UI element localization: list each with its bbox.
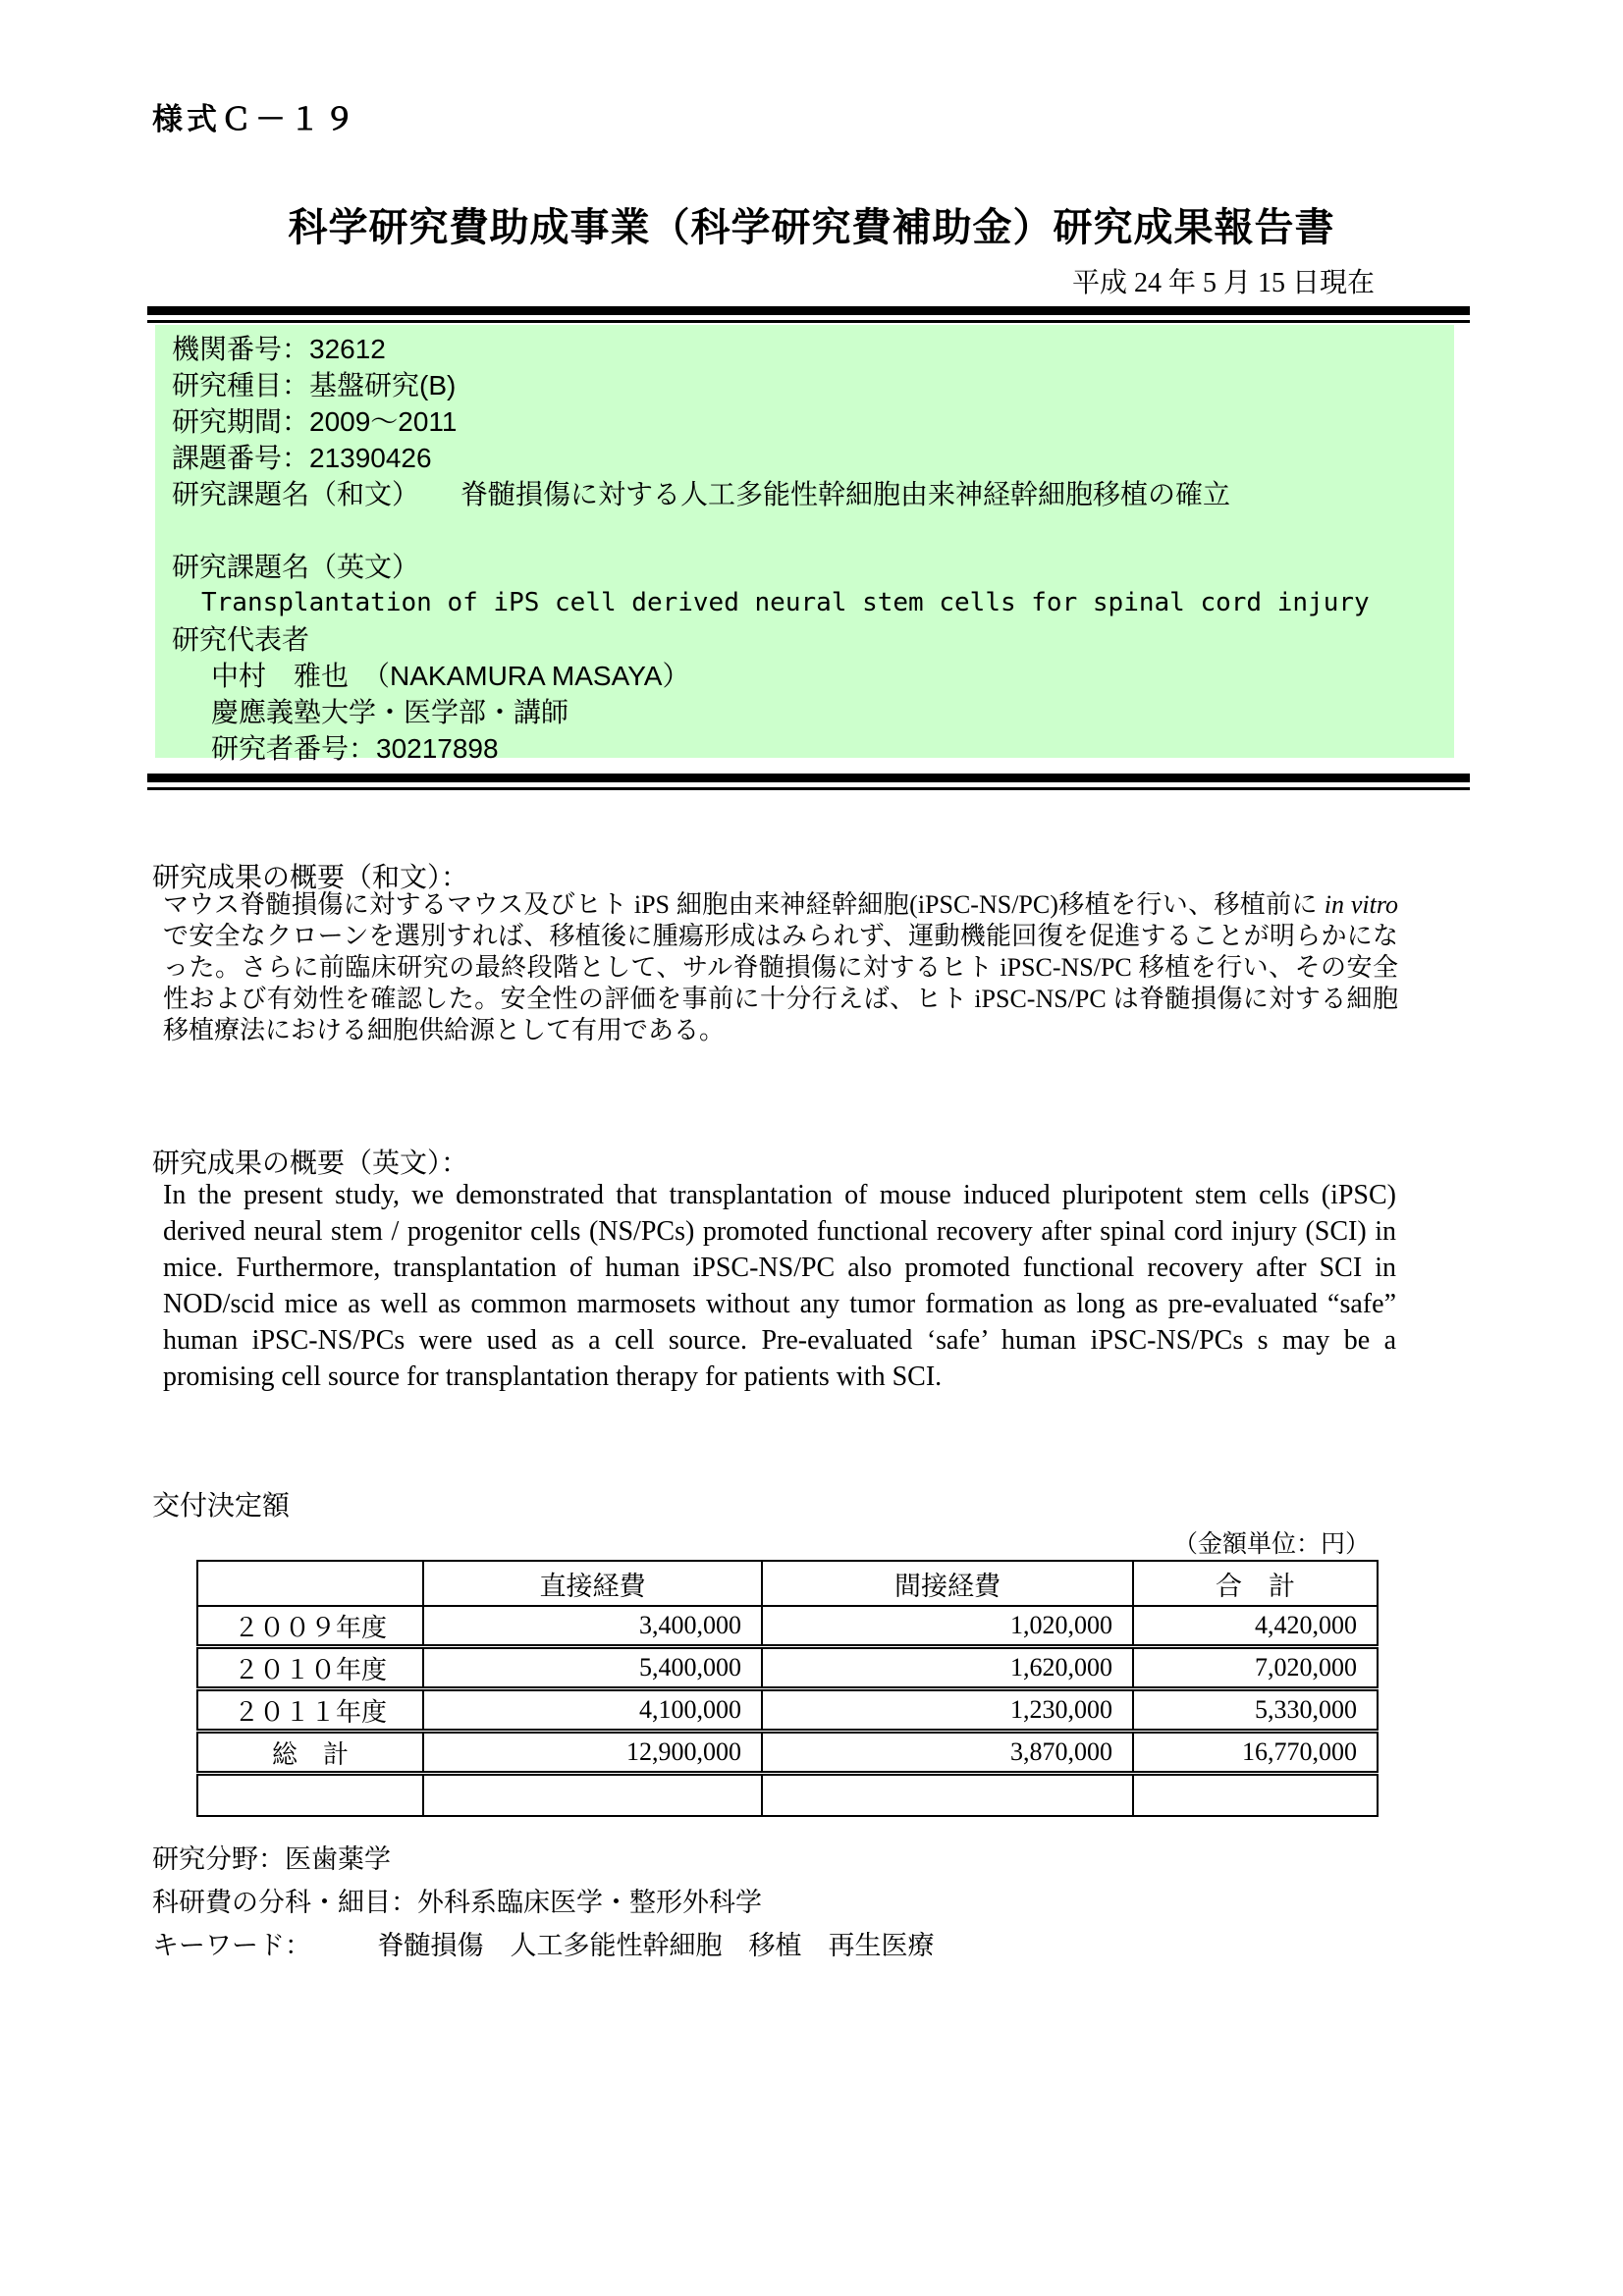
summary-ja-text bbox=[163, 889, 1398, 1046]
date-note: 平成 24 年 5 月 15 日現在 bbox=[1071, 268, 1375, 298]
project-title-en: Transplantation of iPS cell derived neural stem cells for spinal cord injury bbox=[201, 588, 1370, 617]
total-grand-total: 16,770,000 bbox=[1133, 1732, 1378, 1774]
header-indirect-costs: 間接経費 bbox=[762, 1561, 1133, 1606]
indirect-2009: 1,020,000 bbox=[762, 1606, 1133, 1647]
empty-cell bbox=[762, 1774, 1133, 1817]
grant-amount-label: 交付決定額 bbox=[152, 1491, 291, 1522]
year-2010: ２０１０年度 bbox=[197, 1647, 423, 1689]
spacer bbox=[172, 512, 1454, 549]
researcher-number: 研究者番号：30217898 bbox=[211, 733, 499, 764]
grand-total-label: 総 計 bbox=[197, 1732, 423, 1774]
header-direct-costs: 直接経費 bbox=[423, 1561, 762, 1606]
principal-investigator-label: 研究代表者 bbox=[172, 624, 310, 655]
document-title: 科学研究費助成事業（科学研究費補助金）研究成果報告書 bbox=[288, 206, 1335, 249]
summary-en-label: 研究成果の概要（英文）： bbox=[152, 1148, 469, 1179]
classification-block bbox=[152, 1838, 935, 1967]
direct-2010: 5,400,000 bbox=[423, 1647, 762, 1689]
indirect-2011: 1,230,000 bbox=[762, 1689, 1133, 1732]
project-title-en-label: 研究課題名（英文） bbox=[172, 552, 420, 582]
direct-2011: 4,100,000 bbox=[423, 1689, 762, 1732]
table-row bbox=[197, 1689, 1378, 1732]
principal-investigator-name: 中村 雅也 （NAKAMURA MASAYA） bbox=[211, 661, 690, 691]
empty-cell bbox=[197, 1774, 423, 1817]
total-2010: 7,020,000 bbox=[1133, 1647, 1378, 1689]
table-row bbox=[197, 1647, 1378, 1689]
summary-ja-italic: in vitro bbox=[1324, 890, 1398, 919]
research-field: 研究分野：医歯薬学 bbox=[152, 1844, 391, 1874]
grant-amount-table bbox=[196, 1560, 1379, 1817]
research-subfield: 科研費の分科・細目：外科系臨床医学・整形外科学 bbox=[152, 1888, 762, 1917]
institution-number: 機関番号：32612 bbox=[172, 334, 386, 364]
summary-ja-pre: マウス脊髄損傷に対するマウス及びヒト iPS 細胞由来神経幹細胞(iPSC-NS/PC)移植を行い、移植前に bbox=[163, 890, 1325, 919]
project-number: 課題番号：21390426 bbox=[172, 443, 432, 473]
indirect-grand-total: 3,870,000 bbox=[762, 1732, 1133, 1774]
summary-en-text: In the present study, we demonstrated that transplantation of mouse induced pluripotent stem cells (iPSC) derived neural stem / progenitor cells (NS/PCs) promoted functional recovery after spinal cord injury (SCI) in mice. Furthermore, transplantation of human iPSC-NS/PC also promoted functional recovery after SCI in NOD/scid mice as well as common marmosets without any tumor formation as long as pre-evaluated “safe” human iPSC-NS/PCs were used as a cell source. Pre-evaluated ‘safe’ human iPSC-NS/PCs s may be a promising cell source for transplantation therapy for patients with SCI. bbox=[163, 1180, 1396, 1392]
year-2009: ２００９年度 bbox=[197, 1606, 423, 1647]
research-category: 研究種目：基盤研究(B) bbox=[172, 370, 457, 400]
keywords: キーワード： 脊髄損傷 人工多能性幹細胞 移植 再生医療 bbox=[152, 1931, 935, 1960]
direct-2009: 3,400,000 bbox=[423, 1606, 762, 1647]
bottom-rule bbox=[147, 774, 1470, 790]
research-period: 研究期間：2009～2011 bbox=[172, 406, 458, 437]
year-2011: ２０１１年度 bbox=[197, 1689, 423, 1732]
table-row bbox=[197, 1606, 1378, 1647]
table-total-row bbox=[197, 1732, 1378, 1774]
summary-ja-post: で安全なクローンを選別すれば、移植後に腫瘍形成はみられず、運動機能回復を促進することが明らかになった。さらに前臨床研究の最終段階として、サル脊髄損傷に対するヒト iPSC-NS/PC 移植を行い、その安全性および有効性を確認した。安全性の評価を事前に十分行えば、ヒト iPSC-NS/PC は脊髄損傷に対する細胞移植療法における細胞供給源として有用である。 bbox=[163, 922, 1398, 1044]
indirect-2010: 1,620,000 bbox=[762, 1647, 1133, 1689]
table-empty-row bbox=[197, 1774, 1378, 1817]
total-2011: 5,330,000 bbox=[1133, 1689, 1378, 1732]
direct-grand-total: 12,900,000 bbox=[423, 1732, 762, 1774]
project-info-box bbox=[155, 325, 1454, 764]
header-empty-cell bbox=[197, 1561, 423, 1606]
top-rule bbox=[147, 306, 1470, 323]
empty-cell bbox=[1133, 1774, 1378, 1817]
currency-unit-note: （金額単位：円） bbox=[1172, 1531, 1370, 1558]
total-2009: 4,420,000 bbox=[1133, 1606, 1378, 1647]
project-title-ja: 研究課題名（和文） 脊髄損傷に対する人工多能性幹細胞由来神経幹細胞移植の確立 bbox=[172, 479, 1231, 509]
empty-cell bbox=[423, 1774, 762, 1817]
summary-ja-label: 研究成果の概要（和文）： bbox=[152, 863, 469, 893]
table-header-row bbox=[197, 1561, 1378, 1606]
principal-investigator-affiliation: 慶應義塾大学・医学部・講師 bbox=[211, 697, 569, 727]
header-total: 合 計 bbox=[1133, 1561, 1378, 1606]
form-number: 様式Ｃ－１９ bbox=[152, 102, 358, 136]
